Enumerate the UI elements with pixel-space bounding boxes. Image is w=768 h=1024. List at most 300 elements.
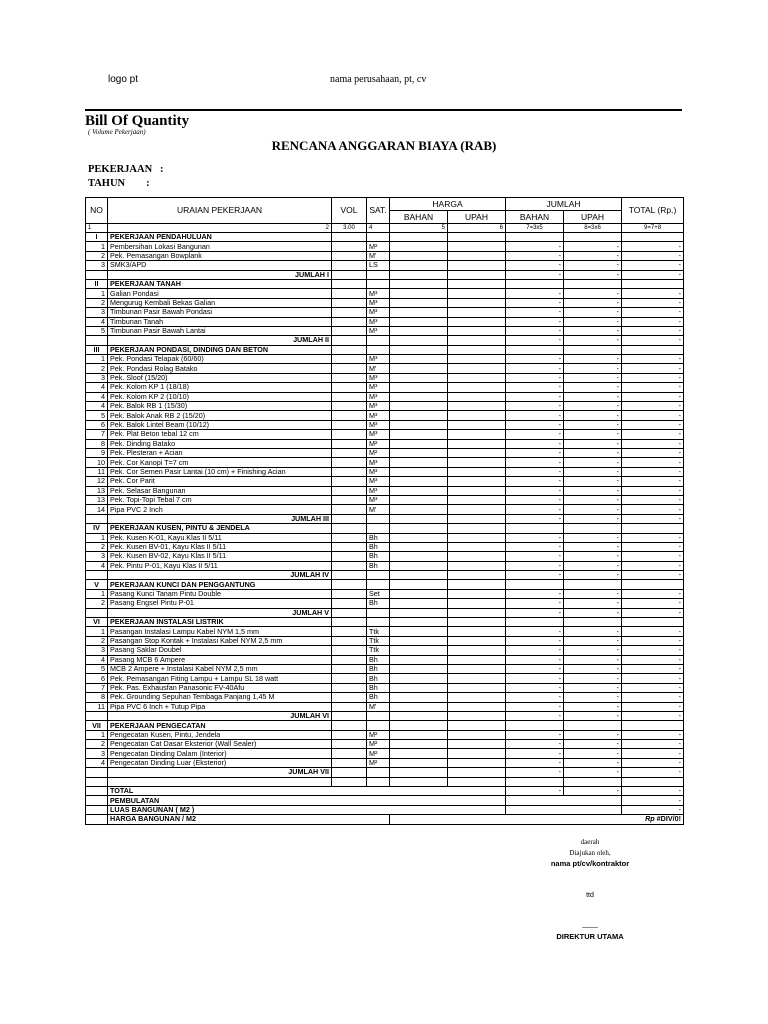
item-number: 13 [86,486,108,495]
item-harga-bahan [390,402,448,411]
subtotal-row [86,336,684,345]
section-number: IV [86,524,108,533]
item-description: Pasangan Instalasi Lampu Kabel NYM 1,5 mm [108,627,332,636]
item-number: 3 [86,749,108,758]
item-jumlah-bahan: - [506,702,564,711]
item-jumlah-upah: - [564,439,622,448]
item-unit: M² [367,740,390,749]
item-description: Galian Pondasi [108,289,332,298]
empty-cell [506,233,564,242]
item-description: Pipa PVC 6 Inch + Tutup Pipa [108,702,332,711]
item-jumlah-bahan: - [506,740,564,749]
item-harga-upah [448,505,506,514]
item-volume [332,298,367,307]
item-unit: M³ [367,411,390,420]
empty-cell [390,233,448,242]
item-volume [332,702,367,711]
item-jumlah-upah: - [564,448,622,457]
index-cell: 9=7+8 [622,224,684,233]
subtotal-label: JUMLAH IV [108,571,332,580]
item-harga-upah [448,495,506,504]
empty-cell [448,514,506,523]
item-unit: Bh [367,683,390,692]
item-jumlah-bahan: - [506,364,564,373]
item-volume [332,420,367,429]
item-jumlah-upah: - [564,561,622,570]
item-number: 2 [86,251,108,260]
item-jumlah-bahan: - [506,561,564,570]
item-jumlah-bahan: - [506,448,564,457]
item-row [86,411,684,420]
item-harga-upah [448,477,506,486]
empty-cell [86,796,108,805]
item-unit: M³ [367,289,390,298]
item-jumlah-upah: - [564,646,622,655]
item-harga-bahan [390,458,448,467]
item-volume [332,664,367,673]
item-jumlah-upah: - [564,749,622,758]
item-volume [332,646,367,655]
header-jumlah-upah: UPAH [564,211,622,224]
header-uraian: URAIAN PEKERJAAN [108,198,332,224]
item-total: - [622,552,684,561]
empty-cell [506,524,564,533]
section-row [86,721,684,730]
item-description: Pek. Plesteran + Acian [108,448,332,457]
item-volume [332,533,367,542]
item-row [86,373,684,382]
item-jumlah-upah: - [564,298,622,307]
empty-cell [622,345,684,354]
empty-cell [390,721,448,730]
item-harga-bahan [390,505,448,514]
section-row [86,279,684,288]
item-number: 10 [86,458,108,467]
item-row [86,740,684,749]
empty-cell [367,571,390,580]
item-number: 4 [86,758,108,767]
pembulatan-row [86,796,684,805]
empty-cell [86,514,108,523]
item-total: - [622,655,684,664]
item-description: Pek. Balok Lintel Beam (10/12) [108,420,332,429]
item-number: 4 [86,561,108,570]
item-jumlah-upah: - [564,702,622,711]
item-volume [332,561,367,570]
item-harga-bahan [390,693,448,702]
item-unit: LS [367,261,390,270]
item-harga-upah [448,533,506,542]
item-number: 3 [86,261,108,270]
item-volume [332,448,367,457]
item-jumlah-upah: - [564,533,622,542]
item-description: Pasang Kunci Tanam Pintu Double [108,589,332,598]
item-description: Pek. Balok Anak RB 2 (15/20) [108,411,332,420]
subtotal-bahan: - [506,608,564,617]
item-total: - [622,448,684,457]
item-description: Pasang MCB 6 Ampere [108,655,332,664]
empty-cell [367,345,390,354]
item-harga-bahan [390,740,448,749]
item-row [86,402,684,411]
item-volume [332,589,367,598]
item-jumlah-bahan: - [506,636,564,645]
subtotal-label: JUMLAH VII [108,768,332,777]
item-row [86,439,684,448]
item-description: Pengecatan Kusen, Pintu, Jendela [108,730,332,739]
item-unit: Bh [367,664,390,673]
item-row [86,627,684,636]
item-harga-bahan [390,430,448,439]
item-jumlah-bahan: - [506,251,564,260]
subtotal-total: - [622,270,684,279]
item-description: Pengecatan Cat Dasar Eksterior (Wall Sealer) [108,740,332,749]
item-row [86,298,684,307]
item-harga-bahan [390,495,448,504]
subtotal-upah: - [564,336,622,345]
empty-cell [332,721,367,730]
item-jumlah-bahan: - [506,683,564,692]
item-jumlah-bahan: - [506,317,564,326]
item-harga-bahan [390,655,448,664]
item-unit: M³ [367,495,390,504]
total-row [86,787,684,796]
item-description: SMK3/APD [108,261,332,270]
item-jumlah-upah: - [564,542,622,551]
item-jumlah-bahan: - [506,599,564,608]
item-jumlah-upah: - [564,627,622,636]
item-harga-upah [448,467,506,476]
item-number: 4 [86,402,108,411]
currency-label: Rp [645,814,655,824]
item-jumlah-upah: - [564,402,622,411]
item-description: Pek. Cor Kanopi T=7 cm [108,458,332,467]
empty-cell [332,524,367,533]
empty-cell [622,233,684,242]
empty-cell [86,270,108,279]
item-harga-bahan [390,448,448,457]
item-description: Pek. Pondasi Rolag Batako [108,364,332,373]
table-header-row [86,198,684,211]
index-cell: 4 [367,224,390,233]
item-unit: M³ [367,420,390,429]
item-row [86,702,684,711]
item-harga-upah [448,317,506,326]
item-total: - [622,683,684,692]
empty-cell [448,336,506,345]
item-harga-bahan [390,317,448,326]
item-row [86,636,684,645]
item-jumlah-bahan: - [506,505,564,514]
item-harga-bahan [390,308,448,317]
item-total: - [622,458,684,467]
item-jumlah-bahan: - [506,326,564,335]
item-harga-bahan [390,758,448,767]
item-volume [332,505,367,514]
item-unit: M³ [367,458,390,467]
total-value: - [622,787,684,796]
section-number: VII [86,721,108,730]
item-harga-bahan [390,749,448,758]
tahun-label: TAHUN : [88,178,150,189]
item-harga-upah [448,599,506,608]
item-harga-upah [448,411,506,420]
empty-cell [86,805,108,814]
item-unit: M² [367,448,390,457]
item-jumlah-bahan: - [506,627,564,636]
subtotal-label: JUMLAH III [108,514,332,523]
empty-cell [332,270,367,279]
item-number: 9 [86,448,108,457]
item-harga-upah [448,439,506,448]
item-row [86,364,684,373]
item-total: - [622,702,684,711]
item-unit: M² [367,758,390,767]
item-row [86,495,684,504]
empty-cell [564,618,622,627]
item-jumlah-upah: - [564,242,622,251]
item-description: Pek. Sloof (15/20) [108,373,332,382]
item-number: 12 [86,477,108,486]
item-description: Pek. Pintu P-01, Kayu Klas II 5/11 [108,561,332,570]
empty-cell [367,580,390,589]
empty-cell [506,796,622,805]
empty-cell [564,777,622,786]
item-jumlah-upah: - [564,655,622,664]
item-unit: Bh [367,674,390,683]
item-row [86,251,684,260]
empty-cell [506,721,564,730]
item-volume [332,355,367,364]
item-number: 5 [86,326,108,335]
item-description: Pengecatan Dinding Dalam (Interior) [108,749,332,758]
item-jumlah-bahan: - [506,392,564,401]
item-volume [332,749,367,758]
total-bahan: - [506,787,564,796]
item-harga-upah [448,552,506,561]
subtotal-upah: - [564,608,622,617]
empty-cell [367,279,390,288]
item-harga-bahan [390,561,448,570]
item-harga-bahan [390,242,448,251]
item-number: 1 [86,627,108,636]
item-jumlah-bahan: - [506,439,564,448]
subtotal-row [86,270,684,279]
item-harga-bahan [390,261,448,270]
subtotal-label: JUMLAH II [108,336,332,345]
item-total: - [622,730,684,739]
item-jumlah-upah: - [564,317,622,326]
empty-cell [367,514,390,523]
item-jumlah-bahan: - [506,458,564,467]
item-jumlah-bahan: - [506,495,564,504]
empty-cell [506,279,564,288]
item-row [86,693,684,702]
item-total: - [622,242,684,251]
empty-cell [390,279,448,288]
empty-cell [448,345,506,354]
header-jumlah: JUMLAH [506,198,622,211]
item-jumlah-bahan: - [506,467,564,476]
item-harga-upah [448,636,506,645]
item-volume [332,730,367,739]
item-jumlah-upah: - [564,495,622,504]
empty-cell [448,721,506,730]
empty-cell [332,336,367,345]
item-number: 4 [86,317,108,326]
item-description: Pek. Cor Parit [108,477,332,486]
empty-cell [367,336,390,345]
column-index-row [86,224,684,233]
item-volume [332,542,367,551]
item-total: - [622,289,684,298]
item-harga-upah [448,683,506,692]
item-jumlah-upah: - [564,599,622,608]
item-volume [332,486,367,495]
item-number: 4 [86,392,108,401]
item-jumlah-bahan: - [506,749,564,758]
header-harga-upah: UPAH [448,211,506,224]
item-row [86,533,684,542]
header-sat: SAT. [367,198,390,224]
index-cell: 1 [86,224,108,233]
item-row [86,355,684,364]
empty-cell [390,270,448,279]
blank-row [86,777,684,786]
item-description: Timbunan Tanah [108,317,332,326]
item-jumlah-bahan: - [506,261,564,270]
empty-cell [506,805,622,814]
item-number: 1 [86,242,108,251]
empty-cell [448,711,506,720]
item-jumlah-bahan: - [506,758,564,767]
item-number: 3 [86,373,108,382]
item-total: - [622,664,684,673]
item-harga-upah [448,561,506,570]
empty-cell [622,777,684,786]
empty-cell [86,336,108,345]
item-description: Pek. Kusen BV-01, Kayu Klas II 5/11 [108,542,332,551]
item-unit: M³ [367,308,390,317]
section-row [86,580,684,589]
item-jumlah-upah: - [564,289,622,298]
logo-placeholder: logo pt [108,74,139,85]
item-number: 2 [86,740,108,749]
item-unit: M' [367,364,390,373]
subtotal-upah: - [564,270,622,279]
item-harga-bahan [390,646,448,655]
item-total: - [622,317,684,326]
item-unit: M' [367,505,390,514]
empty-cell [332,233,367,242]
item-harga-bahan [390,702,448,711]
item-unit: M³ [367,317,390,326]
index-cell: 2 [108,224,332,233]
item-unit: M³ [367,402,390,411]
empty-cell [367,618,390,627]
subtotal-upah: - [564,768,622,777]
item-row [86,542,684,551]
item-row [86,326,684,335]
item-jumlah-upah: - [564,261,622,270]
empty-cell [564,580,622,589]
harga-bangunan-amount: #DIV/0! [656,814,682,824]
item-unit: Bh [367,542,390,551]
item-jumlah-bahan: - [506,242,564,251]
empty-cell [622,524,684,533]
item-description: Pek. Grounding Sepuhan Tembaga Panjang 1,45 M [108,693,332,702]
item-harga-bahan [390,439,448,448]
item-harga-upah [448,486,506,495]
item-volume [332,402,367,411]
signature-name: ____ [582,921,598,928]
section-title: PEKERJAAN PENGECATAN [108,721,332,730]
harga-bangunan-row [86,815,684,824]
item-row [86,420,684,429]
header-no: NO [86,198,108,224]
item-row [86,458,684,467]
item-unit: M² [367,439,390,448]
item-harga-upah [448,702,506,711]
item-jumlah-upah: - [564,693,622,702]
item-unit: M³ [367,486,390,495]
item-number: 4 [86,655,108,664]
item-unit: Bh [367,552,390,561]
item-unit: M³ [367,355,390,364]
item-total: - [622,486,684,495]
item-jumlah-bahan: - [506,674,564,683]
item-jumlah-upah: - [564,740,622,749]
item-unit: M³ [367,373,390,382]
empty-cell [332,711,367,720]
item-jumlah-bahan: - [506,486,564,495]
item-total: - [622,261,684,270]
item-total: - [622,636,684,645]
section-row [86,233,684,242]
empty-cell [448,608,506,617]
item-number: 1 [86,730,108,739]
empty-cell [448,618,506,627]
item-volume [332,242,367,251]
empty-cell [367,608,390,617]
subtotal-total: - [622,336,684,345]
item-jumlah-upah: - [564,392,622,401]
empty-cell [86,777,108,786]
item-volume [332,740,367,749]
item-volume [332,430,367,439]
item-jumlah-bahan: - [506,693,564,702]
section-title: PEKERJAAN PENDAHULUAN [108,233,332,242]
item-total: - [622,298,684,307]
item-number: 8 [86,439,108,448]
item-total: - [622,627,684,636]
item-total: - [622,251,684,260]
item-volume [332,467,367,476]
item-row [86,477,684,486]
item-volume [332,326,367,335]
item-volume [332,261,367,270]
item-volume [332,693,367,702]
item-harga-bahan [390,589,448,598]
empty-cell [367,711,390,720]
item-volume [332,627,367,636]
header-harga-bahan: BAHAN [390,211,448,224]
item-harga-upah [448,758,506,767]
item-jumlah-upah: - [564,589,622,598]
item-jumlah-upah: - [564,730,622,739]
item-number: 3 [86,308,108,317]
item-unit: M² [367,730,390,739]
